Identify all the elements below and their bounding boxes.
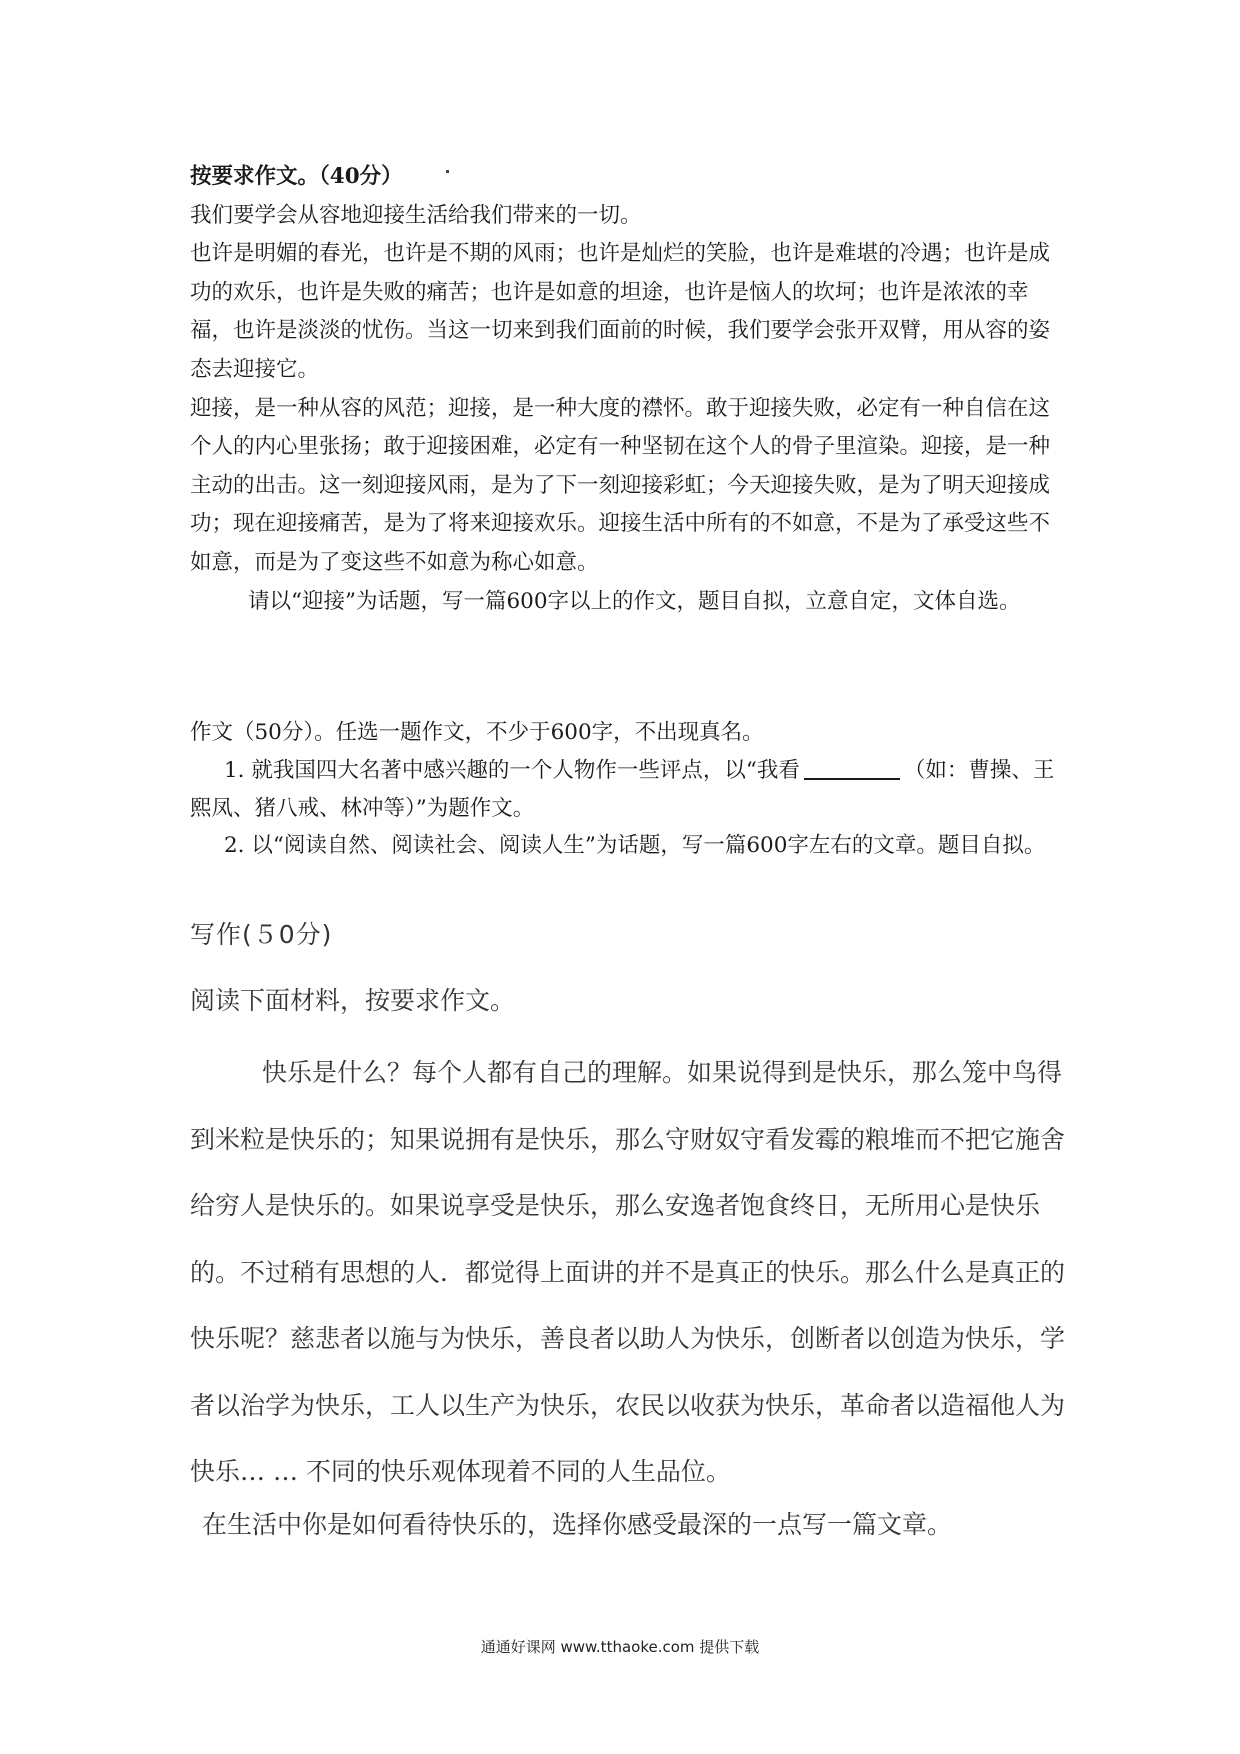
item1-text-after: （如：曹操、王熙凤、猪八戒、林冲等）”为题作文。 xyxy=(190,757,1055,821)
section2-heading: 作文（50分）。任选一题作文，不少于600字，不出现真名。 xyxy=(190,720,764,745)
section1-prompt: 请以“迎接”为话题，写一篇600字以上的作文，题目自拟，立意自定，文体自选。 xyxy=(248,588,1021,614)
item1-text-before: 1. 就我国四大名著中感兴趣的一个人物作一些评点，以“我看 xyxy=(224,757,800,783)
download-footer: 通通好课网 www.tthaoke.com 提供下载 xyxy=(480,1638,760,1656)
section3-material xyxy=(190,1040,1070,1506)
section1-para2: 迎接，是一种从容的风范；迎接，是一种大度的襟怀。敢于迎接失败，必定有一种自信在这个人的内心里张扬；敢于迎接困难，必定有一种坚韧在这个人的骨子里渲染。迎接，是一种主动的出击。这一刻迎接风雨，是为了下一刻迎接彩虹；今天迎接失败，是为了明天迎接成功；现在迎接痛苦，是为了将来迎接欢乐。迎接生活中所有的不如意，不是为了承受这些不如意，而是为了变这些不如意为称心如意。 xyxy=(190,395,1051,575)
section3-closing: 在生活中你是如何看待快乐的，选择你感受最深的一点写一篇文章。 xyxy=(202,1510,953,1539)
section1-intro: 我们要学会从容地迎接生活给我们带来的一切。 xyxy=(190,202,642,228)
section2-item2: 2. 以“阅读自然、阅读社会、阅读人生”为话题，写一篇600字左右的文章。题目自拟。 xyxy=(224,833,1046,859)
section3-body-text: 快乐是什么？每个人都有自己的理解。如果说得到是快乐，那么笼中鸟得到米粒是快乐的；知果说拥有是快乐，那么守财奴守看发霉的粮堆而不把它施舍给穷人是快乐的。如果说享受是快乐，那么安逸者饱食终日，无所用心是快乐的。不过稍有思想的人．都觉得上面讲的并不是真正的快乐。那么什么是真正的快乐呢？慈悲者以施与为快乐，善良者以助人为快乐，创断者以创造为快乐，学者以治学为快乐，工人以生产为快乐，农民以收获为快乐，革命者以造福他人为快乐… … 不同的快乐观体现着不同的人生品位。 xyxy=(190,1058,1066,1486)
essay-section-1 xyxy=(190,158,1070,621)
section3-heading: 写作(５0分) xyxy=(190,920,333,949)
section3-lead: 阅读下面材料，按要求作文。 xyxy=(190,986,516,1015)
section1-para1: 也许是明媚的春光，也许是不期的风雨；也许是灿烂的笑脸，也许是难堪的冷遇；也许是成功的欢乐，也许是失败的痛苦；也许是如意的坦途，也许是恼人的坎坷；也许是浓浓的幸福，也许是淡淡的忧伤。当这一切来到我们面前的时候，我们要学会张开双臂，用从容的姿态去迎接它。 xyxy=(190,241,1051,382)
section2-item1 xyxy=(190,752,1070,828)
fill-blank-line xyxy=(804,756,900,780)
section1-heading: 按要求作文。（40分） xyxy=(190,164,403,189)
essay-section-2 xyxy=(190,714,1070,865)
